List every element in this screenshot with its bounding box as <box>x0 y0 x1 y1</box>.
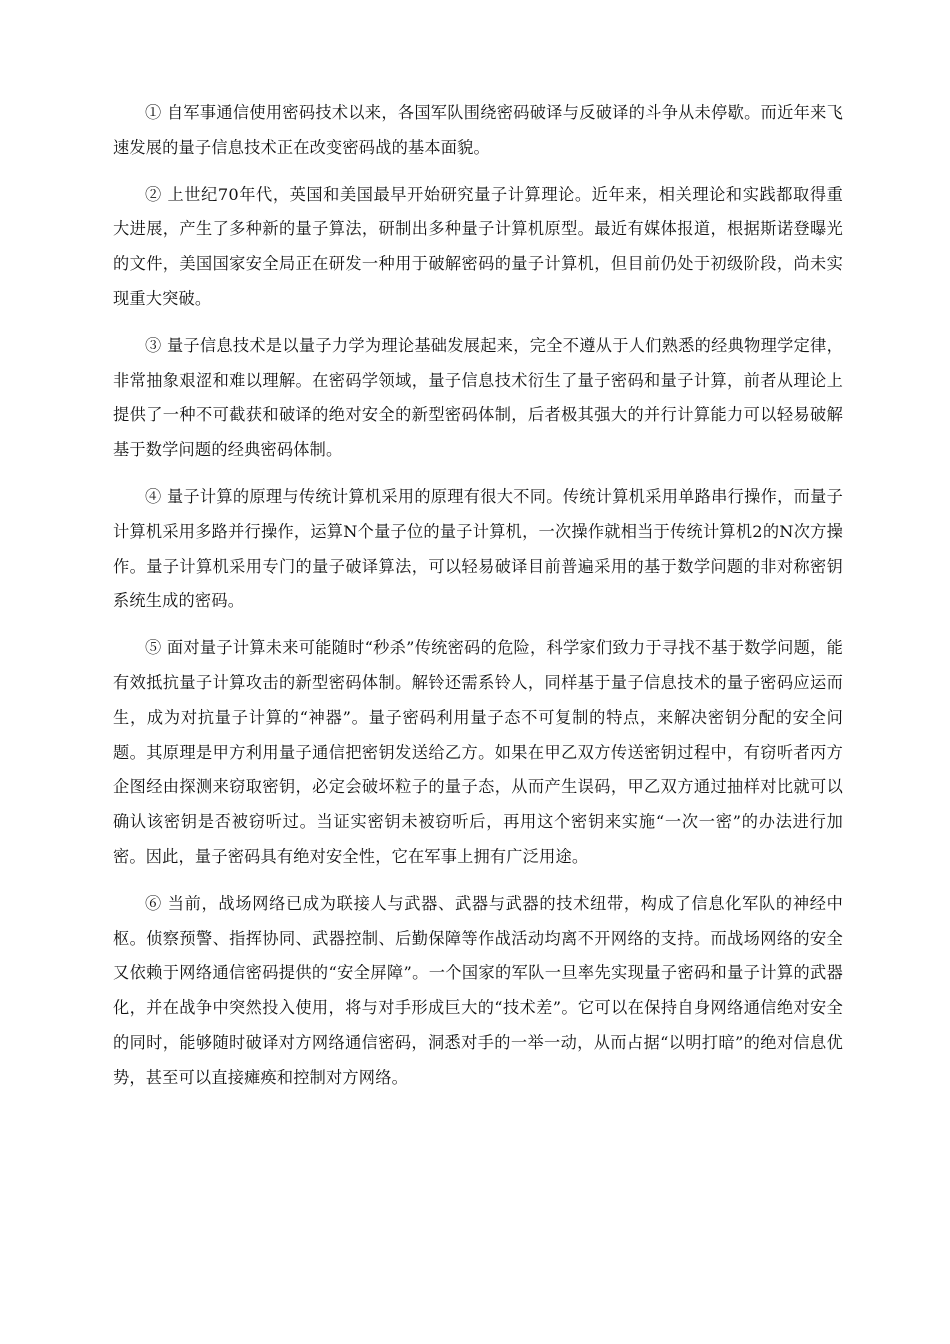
paragraph-3: ③ 量子信息技术是以量子力学为理论基础发展起来，完全不遵从于人们熟悉的经典物理学定律，非常抽象艰涩和难以理解。在密码学领域，量子信息技术衍生了量子密码和量子计算，前者从理论上提供了一种不可截获和破译的绝对安全的新型密码体制，后者极其强大的并行计算能力可以轻易破解基于数学问题的经典密码体制。 <box>113 335 843 460</box>
document-body <box>113 96 843 1108</box>
paragraph-6: ⑥ 当前，战场网络已成为联接人与武器、武器与武器的技术纽带，构成了信息化军队的神经中枢。侦察预警、指挥协同、武器控制、后勤保障等作战活动均离不开网络的支持。而战场网络的安全又依赖于网络通信密码提供的“安全屏障”。一个国家的军队一旦率先实现量子密码和量子计算的武器化，并在战争中突然投入使用，将与对手形成巨大的“技术差”。它可以在保持自身网络通信绝对安全的同时，能够随时破译对方网络通信密码，洞悉对手的一举一动，从而占据“以明打暗”的绝对信息优势，甚至可以直接瘫痪和控制对方网络。 <box>113 893 843 1087</box>
paragraph-5: ⑤ 面对量子计算未来可能随时“秒杀”传统密码的危险，科学家们致力于寻找不基于数学问题，能有效抵抗量子计算攻击的新型密码体制。解铃还需系铃人，同样基于量子信息技术的量子密码应运而生，成为对抗量子计算的“神器”。量子密码利用量子态不可复制的特点，来解决密钥分配的安全问题。其原理是甲方利用量子通信把密钥发送给乙方。如果在甲乙双方传送密钥过程中，有窃听者丙方企图经由探测来窃取密钥，必定会破坏粒子的量子态，从而产生误码，甲乙双方通过抽样对比就可以确认该密钥是否被窃听过。当证实密钥未被窃听后，再用这个密钥来实施“一次一密”的办法进行加密。因此，量子密码具有绝对安全性，它在军事上拥有广泛用途。 <box>113 638 843 866</box>
paragraph-4: ④ 量子计算的原理与传统计算机采用的原理有很大不同。传统计算机采用单路串行操作，而量子计算机采用多路并行操作，运算N个量子位的量子计算机，一次操作就相当于传统计算机2的N次方操作。量子计算机采用专门的量子破译算法，可以轻易破译目前普遍采用的基于数学问题的非对称密钥系统生成的密码。 <box>113 486 843 611</box>
paragraph-2: ② 上世纪70年代，英国和美国最早开始研究量子计算理论。近年来，相关理论和实践都取得重大进展，产生了多种新的量子算法，研制出多种量子计算机原型。最近有媒体报道，根据斯诺登曝光的文件，美国国家安全局正在研发一种用于破解密码的量子计算机，但目前仍处于初级阶段，尚未实现重大突破。 <box>113 184 843 308</box>
paragraph-1: ① 自军事通信使用密码技术以来，各国军队围绕密码破译与反破译的斗争从未停歇。而近年来飞速发展的量子信息技术正在改变密码战的基本面貌。 <box>113 103 843 157</box>
